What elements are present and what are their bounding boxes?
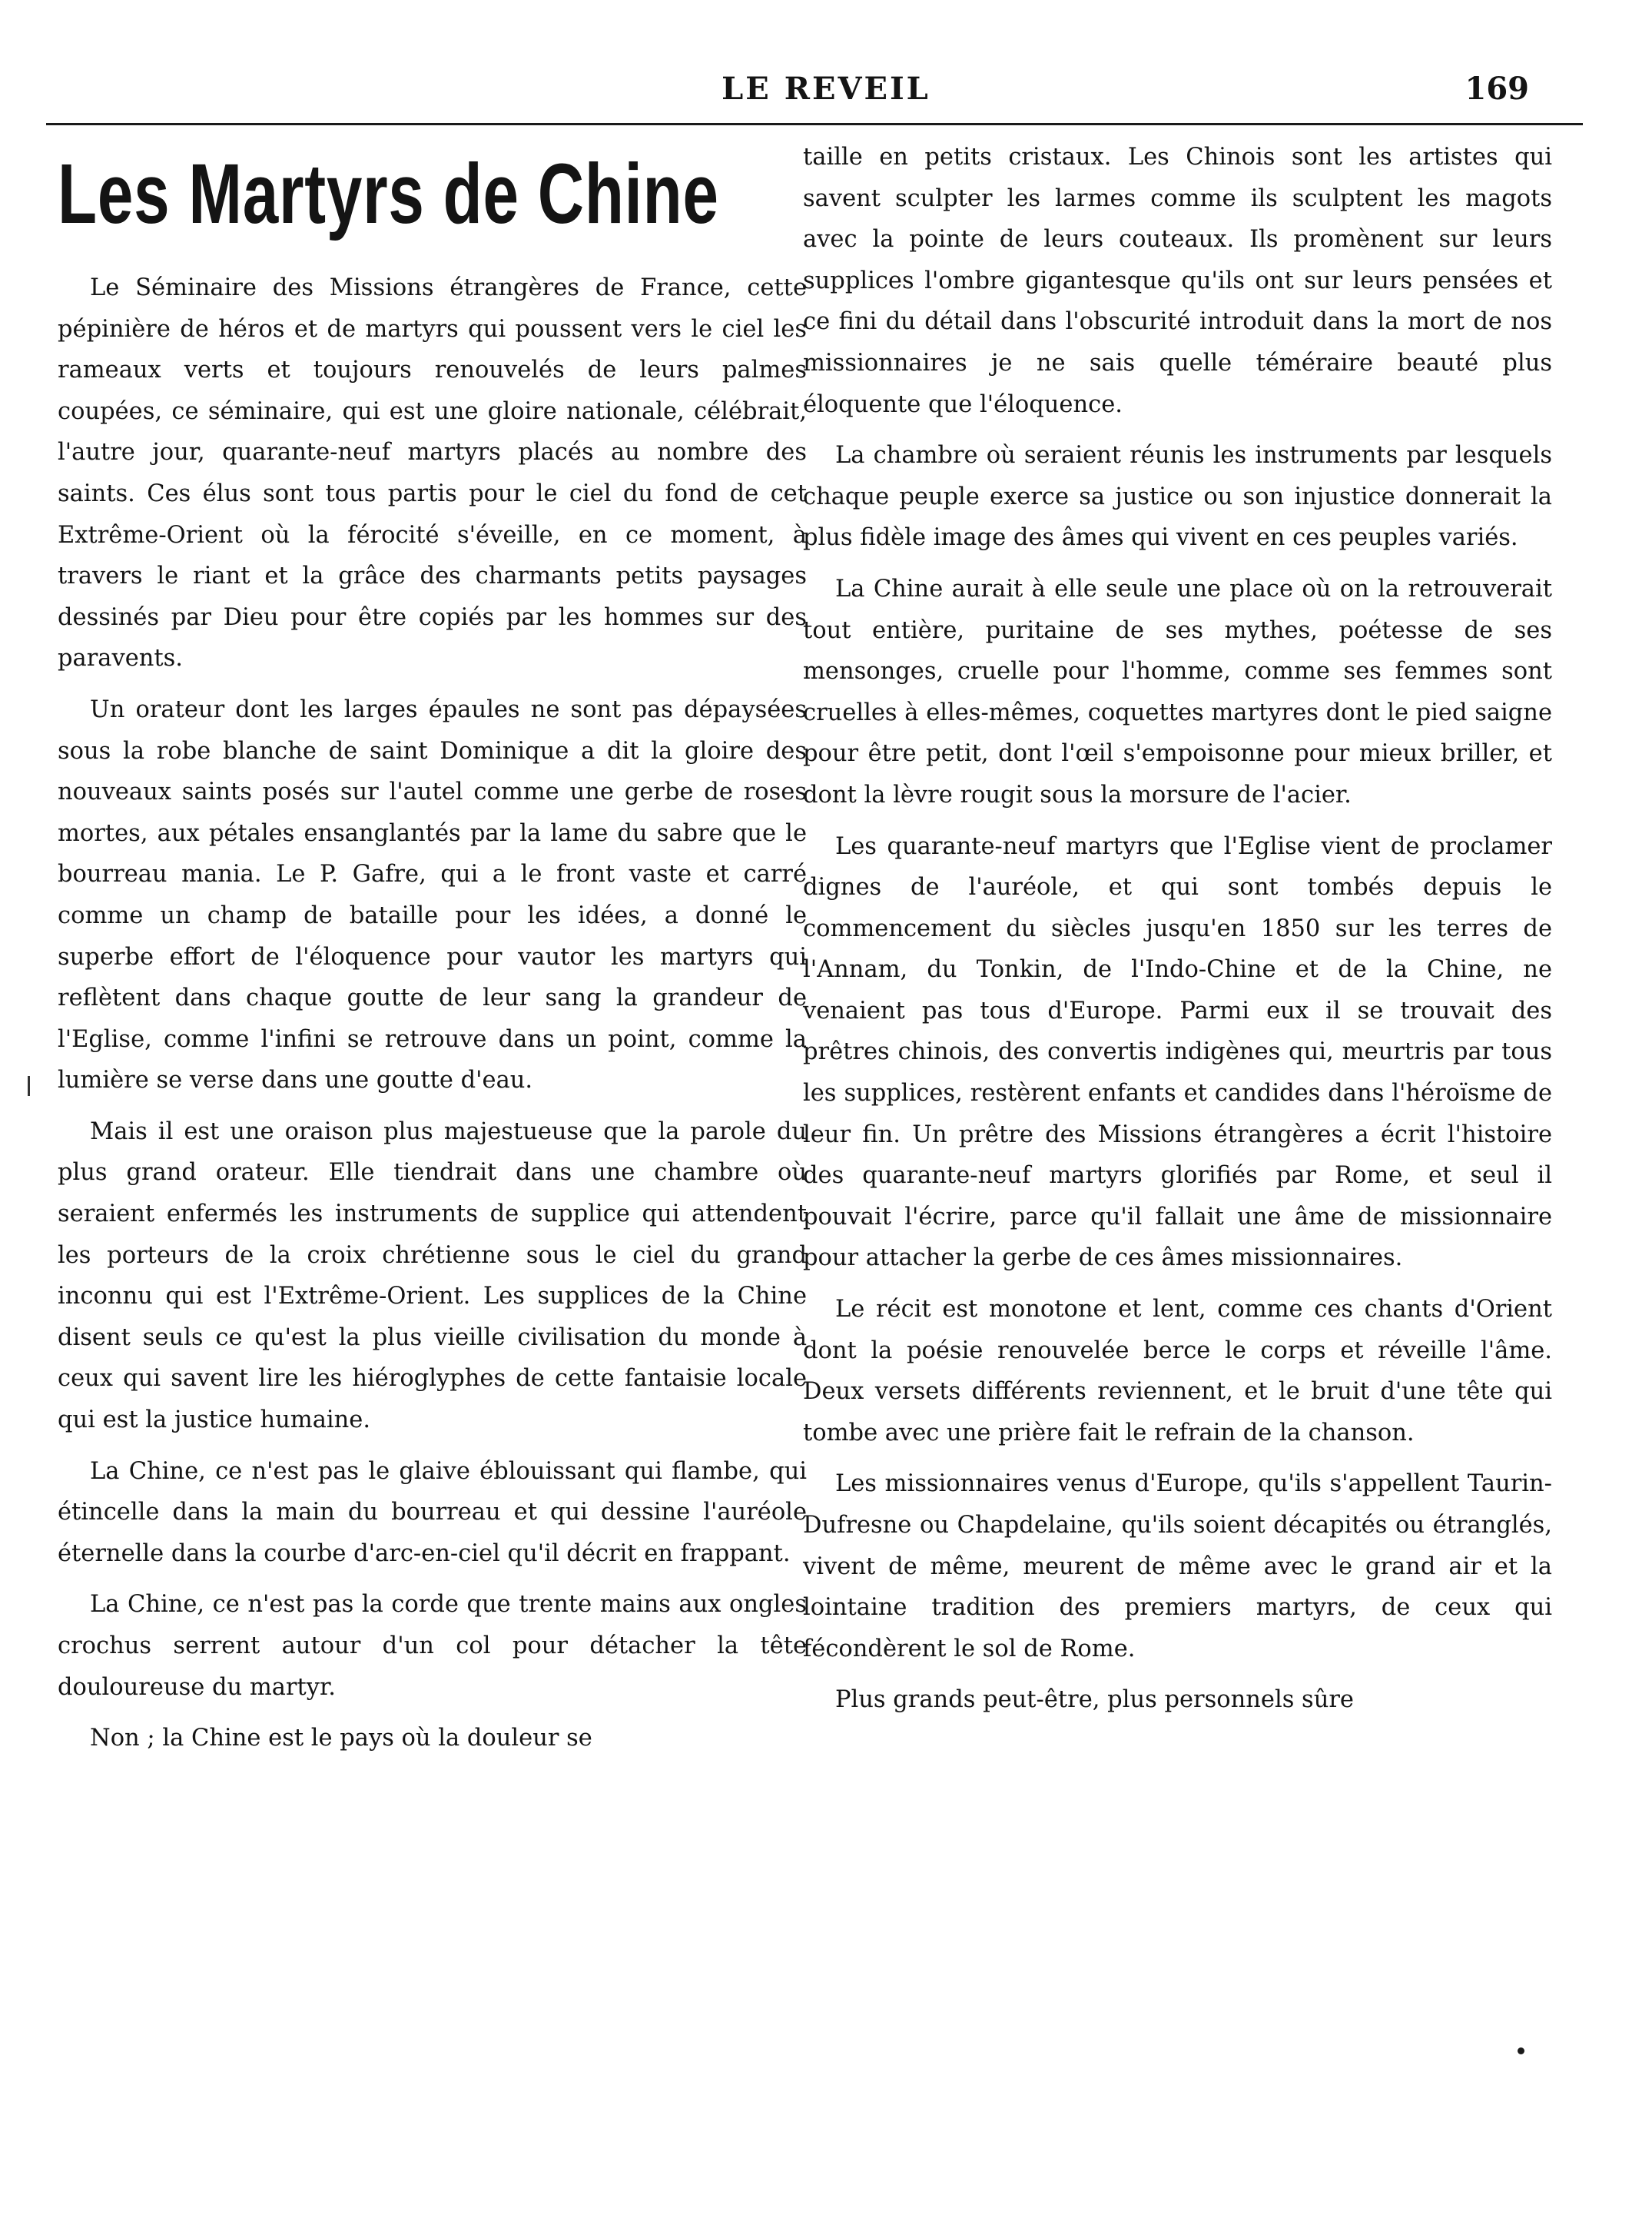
paragraph: Mais il est une oraison plus majestueuse que la parole du plus grand orateur. Elle tiendrait dans une chambre où seraient enfermés les instruments de supplice qui attendent les porteurs de la croix chrétienne sous le ciel du grand inconnu qui est l'Extrême-Orient. Les supplices de la Chine disent seuls ce qu'est la plus vieille civilisation du monde à ceux qui savent lire les hiéroglyphes de cette fantaisie locale qui est la justice humaine. — [58, 1117, 807, 1434]
left-column — [58, 137, 807, 1769]
paragraph: Les missionnaires venus d'Europe, qu'ils s'appellent Taurin-Dufresne ou Chapdelaine, qu'ils soient décapités ou étranglés, vivent de même, meurent de même avec le grand air et la lointaine tradition des premiers martyrs, de ceux qui fécondèrent le sol de Rome. — [803, 1470, 1552, 1662]
page-number: 169 — [1465, 71, 1529, 107]
paragraph: Un orateur dont les larges épaules ne sont pas dépaysées sous la robe blanche de saint Dominique a dit la gloire des nouveaux saints posés sur l'autel comme une gerbe de roses mortes, aux pétales ensanglantés par la lame du sabre que le bourreau mania. Le P. Gafre, qui a le front vaste et carré comme un champ de bataille pour les idées, a donné le superbe effort de l'éloquence pour vautor les martyrs qui reflètent dans chaque goutte de leur sang la grandeur de l'Eglise, comme l'infini se retrouve dans un point, comme la lumière se verse dans une goutte d'eau. — [58, 696, 807, 1094]
right-column — [803, 137, 1552, 1731]
running-title: LE REVEIL — [722, 71, 930, 107]
paragraph: Le Séminaire des Missions étrangères de France, cette pépinière de héros et de martyrs qui poussent vers le ciel les rameaux verts et toujours renouvelés de leurs palmes coupées, ce séminaire, qui est une gloire nationale, célébrait, l'autre jour, quarante-neuf martyrs placés au nombre des saints. Ces élus sont tous partis pour le ciel du fond de cet Extrême-Orient où la férocité s'éveille, en ce moment, à travers le riant et la grâce des charmants petits paysages dessinés par Dieu pour être copiés par les hommes sur des paravents. — [58, 274, 807, 672]
paragraph: La Chine, ce n'est pas la corde que trente mains aux ongles crochus serrent autour d'un col pour détacher la tête douloureuse du martyr. — [58, 1591, 807, 1701]
paragraph: La Chine aurait à elle seule une place où on la retrouverait tout entière, puritaine de ses mythes, poétesse de ses mensonges, cruelle pour l'homme, comme ses femmes sont cruelles à elles-mêmes, coquettes martyres dont le pied saigne pour être petit, dont l'œil s'empoisonne pour mieux briller, et dont la lèvre rougit sous la morsure de l'acier. — [803, 575, 1552, 809]
print-mark — [1518, 2047, 1524, 2054]
header-rule — [46, 123, 1583, 125]
paragraph: Plus grands peut-être, plus personnels sûre — [835, 1686, 1354, 1714]
paragraph-continuation: taille en petits cristaux. Les Chinois sont les artistes qui savent sculpter les larmes comme ils sculptent les magots avec la pointe de leurs couteaux. Ils promènent sur leurs supplices l'ombre gigantesque qu'ils ont sur leurs pensées et ce fini du détail dans l'obscurité introduit dans la mort de nos missionnaires je ne sais quelle téméraire beauté plus éloquente que l'éloquence. — [803, 144, 1552, 418]
page-header — [0, 0, 1652, 131]
paragraph: La chambre où seraient réunis les instruments par lesquels chaque peuple exerce sa justice ou son injustice donnerait la plus fidèle image des âmes qui vivent en ces peuples variés. — [803, 442, 1552, 552]
article-title: Les Martyrs de Chine — [58, 147, 719, 241]
paragraph: Les quarante-neuf martyrs que l'Eglise vient de proclamer dignes de l'auréole, et qui sont tombés depuis le commencement du siècles jusqu'en 1850 sur les terres de l'Annam, du Tonkin, de l'Indo-Chine et de la Chine, ne venaient pas tous d'Europe. Parmi eux il se trouvait des prêtres chinois, des convertis indigènes qui, meurtris par tous les supplices, restèrent enfants et candides dans l'héroïsme de leur fin. Un prêtre des Missions étrangères a écrit l'histoire des quarante-neuf martyrs glorifiés par Rome, et seul il pouvait l'écrire, parce qu'il fallait une âme de missionnaire pour attacher la gerbe de ces âmes missionnaires. — [803, 832, 1552, 1272]
paragraph: La Chine, ce n'est pas le glaive éblouissant qui flambe, qui étincelle dans la main du bourreau et qui dessine l'auréole éternelle dans la courbe d'arc-en-ciel qu'il décrit en frappant. — [58, 1457, 807, 1567]
paragraph: Le récit est monotone et lent, comme ces chants d'Orient dont la poésie renouvelée berce le corps et réveille l'âme. Deux versets différents reviennent, et le bruit d'une tête qui tombe avec une prière fait le refrain de la chanson. — [803, 1296, 1552, 1446]
paragraph: Non ; la Chine est le pays où la douleur se — [90, 1725, 592, 1752]
margin-mark — [28, 1076, 30, 1096]
